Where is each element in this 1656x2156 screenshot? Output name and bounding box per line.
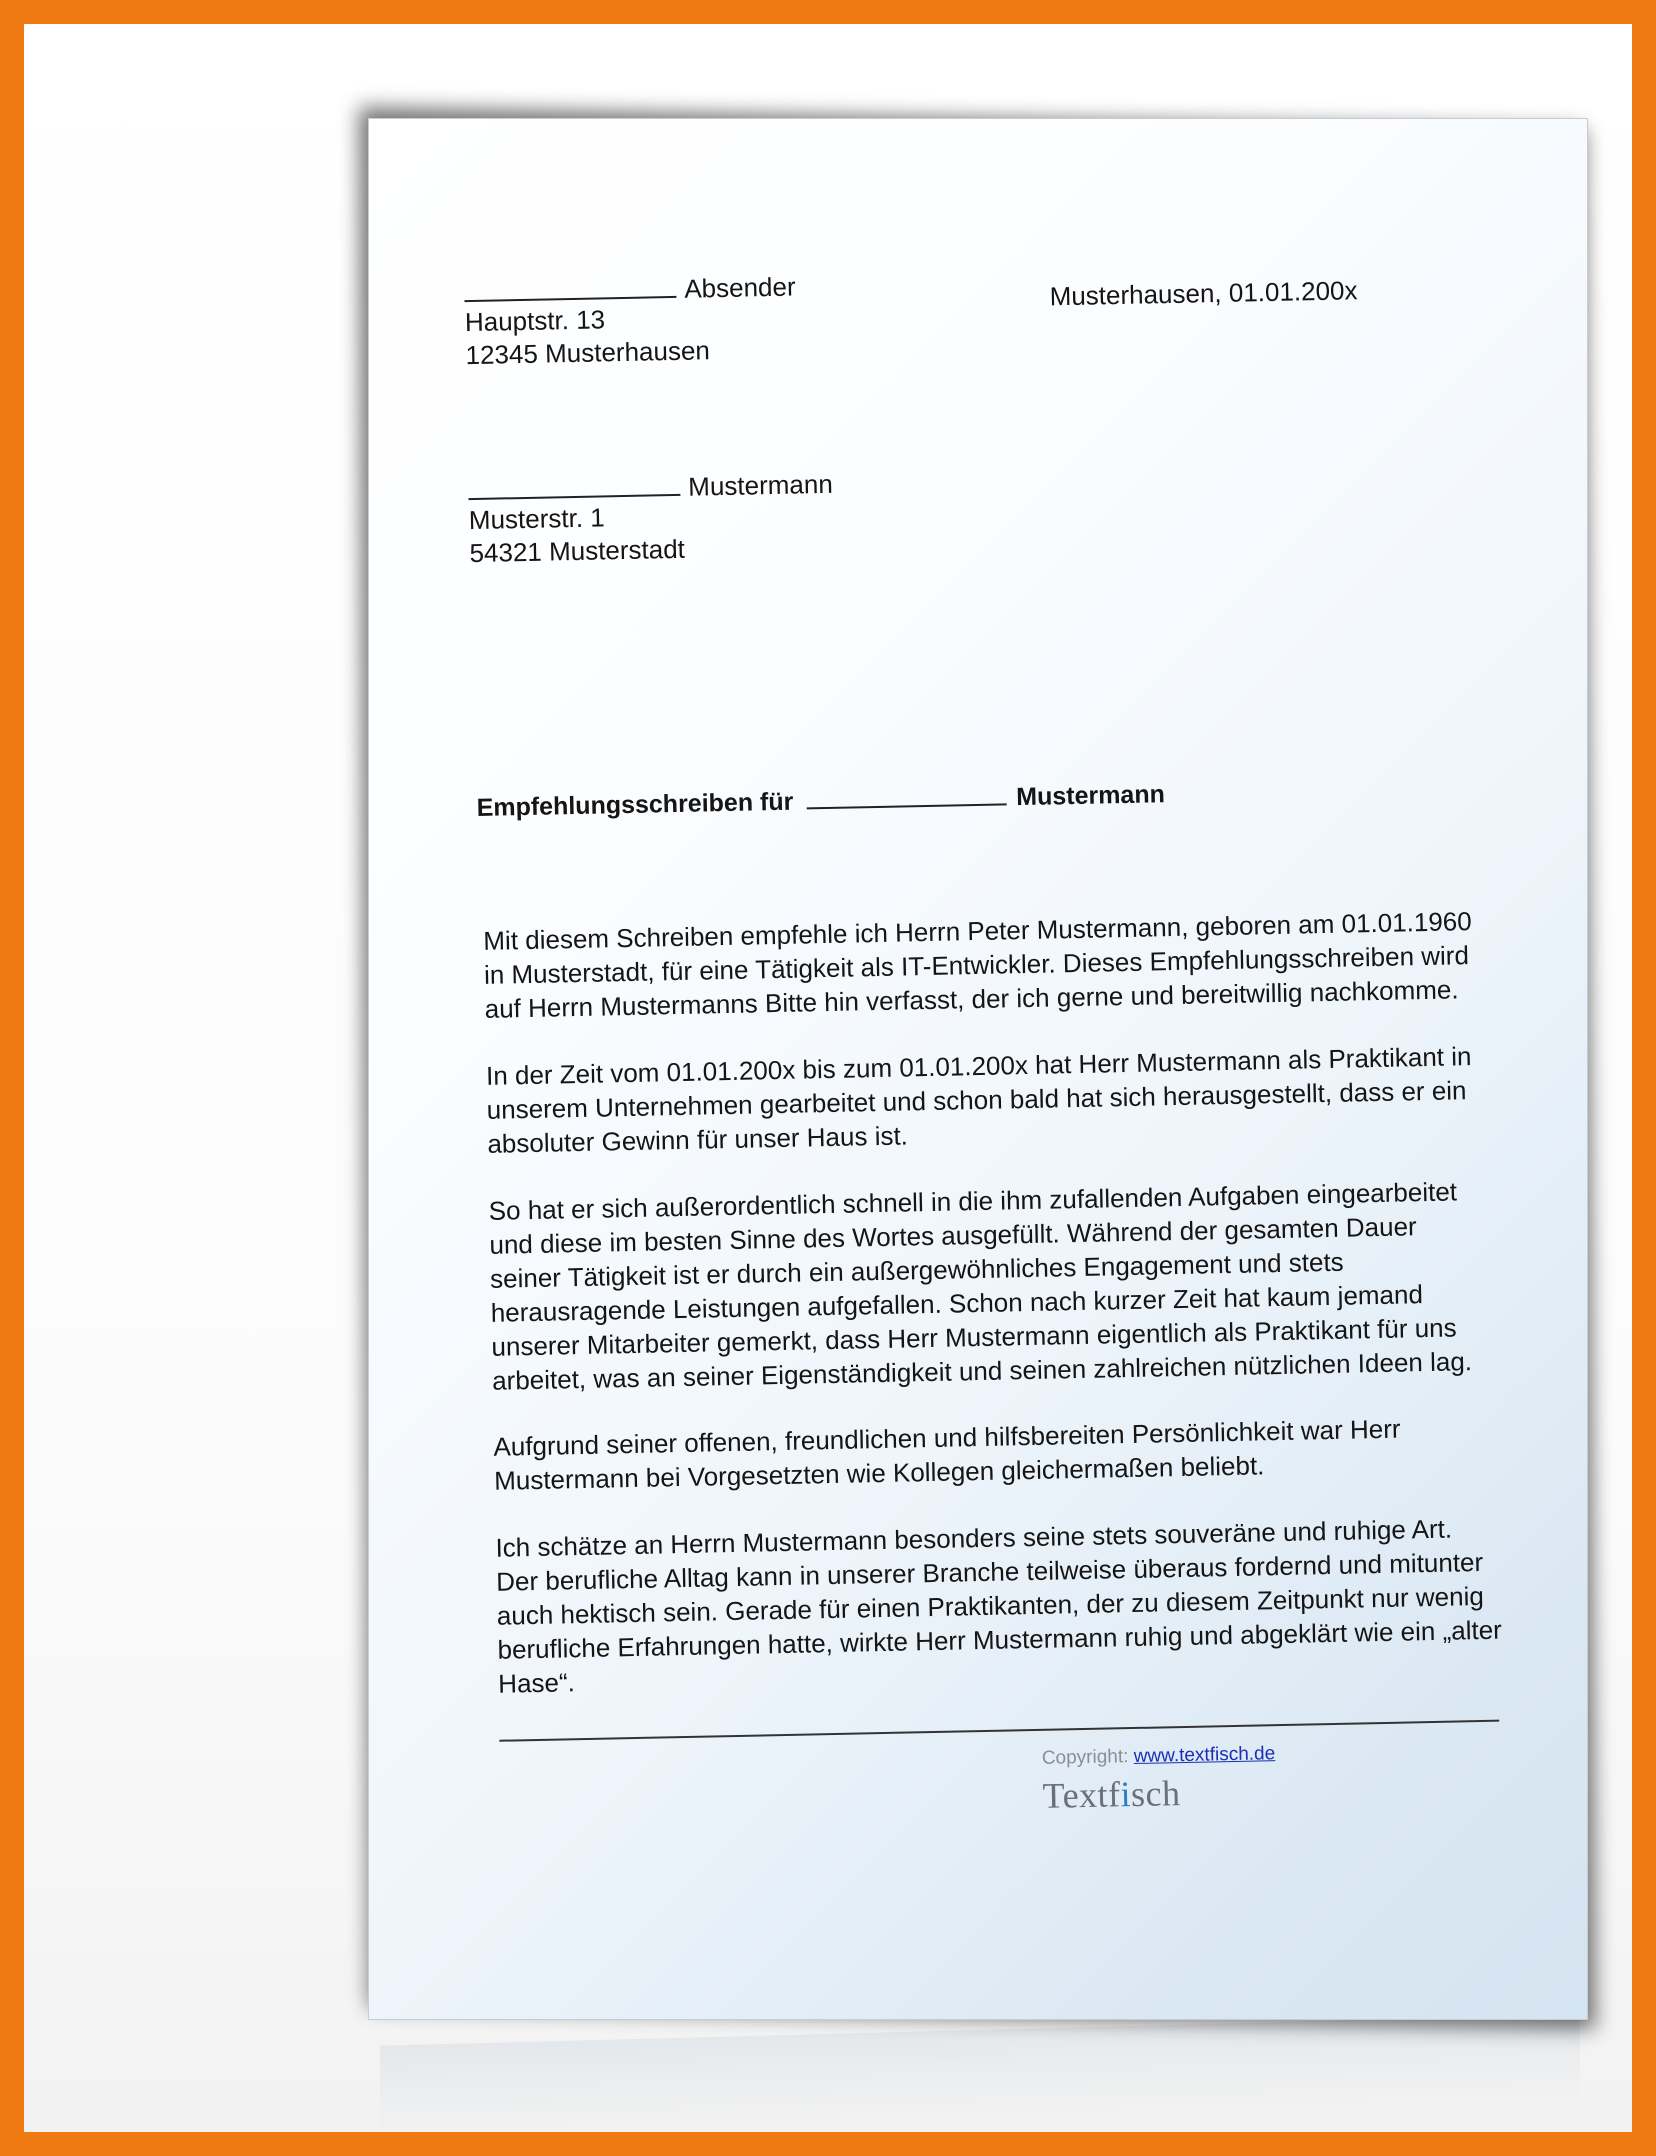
sender-city: 12345 Musterhausen <box>465 335 711 371</box>
body-paragraph-2: In der Zeit vom 01.01.200x bis zum 01.01.200x hat Herr Mustermann als Praktikant in unserem Unternehmen gearbeitet und schon bald hat sich herausgestellt, dass er ein absoluter Gewinn für unser Haus ist. <box>485 1041 1472 1159</box>
body-paragraph-4: Aufgrund seiner offenen, freundlichen und hilfsbereiten Persönlichkeit war Herr Mustermann bei Vorgesetzten wie Kollegen gleichermaßen beliebt. <box>493 1413 1401 1496</box>
body-paragraph-5: Ich schätze an Herrn Mustermann besonders seine stets souveräne und ruhige Art. Der berufliche Alltag kann in unserer Branche teilweise überaus fordernd und mitunter auch hektisch sein. Gerade für einen Praktikanten, der zu diesem Zeitpunkt nur wenig berufliche Erfahrungen hatte, wirkte Herr Mustermann ruhig und abgeklärt wie ein „alter Hase“. <box>495 1513 1503 1699</box>
copyright-notice <box>1042 1743 1276 1770</box>
body-paragraph-1: Mit diesem Schreiben empfehle ich Herrn Peter Mustermann, geboren am 01.01.1960 in Musterstadt, für eine Tätigkeit als IT-Entwickler. Dieses Empfehlungsschreiben wird auf Herrn Mustermanns Bitte hin verfasst, der ich gerne und bereitwillig nachkomme. <box>483 906 1472 1024</box>
recipient-name-line <box>468 467 833 508</box>
textfisch-logo <box>1042 1772 1181 1817</box>
logo-text-end: sch <box>1130 1773 1181 1815</box>
copyright-link[interactable]: www.textfisch.de <box>1133 1743 1276 1768</box>
logo-text-start: Textf <box>1042 1774 1121 1816</box>
document-page <box>368 118 1588 2020</box>
date-line: Musterhausen, 01.01.200x <box>1049 275 1358 312</box>
signature-line <box>499 1720 1499 1742</box>
recipient-first-name-blank <box>468 470 680 500</box>
document-content <box>368 118 1588 2020</box>
recipient-city: 54321 Musterstadt <box>469 533 686 569</box>
sender-name: Absender <box>683 271 796 304</box>
sender-first-name-blank <box>464 272 676 302</box>
recipient-name: Mustermann <box>687 468 834 502</box>
subject-name: Mustermann <box>1015 780 1166 812</box>
body-paragraph-3: So hat er sich außerordentlich schnell in die ihm zufallenden Aufgaben eingearbeitet und diese im besten Sinne des Wortes ausgefüllt. Während der gesamten Dauer seiner Tätigkeit ist er durch ein außergewöhnliches Engagement und stets herausragende Leistungen aufgefallen. Schon nach kurzer Zeit hat kaum jemand unserer Mitarbeiter gemerkt, dass Herr Mustermann eigentlich als Praktikant für uns arbeitet, was an seiner Eigenständigkeit und seinen zahlreichen nützlichen Ideen lag. <box>488 1176 1473 1396</box>
copyright-label: Copyright: <box>1041 1746 1129 1769</box>
sender-name-line <box>464 270 796 311</box>
recipient-street: Musterstr. 1 <box>468 502 605 536</box>
subject-first-name-blank <box>806 779 1006 809</box>
sender-street: Hauptstr. 13 <box>464 304 606 338</box>
letter-subject <box>476 776 1165 825</box>
fish-icon: i <box>1120 1774 1132 1815</box>
subject-prefix: Empfehlungsschreiben für <box>476 787 794 823</box>
